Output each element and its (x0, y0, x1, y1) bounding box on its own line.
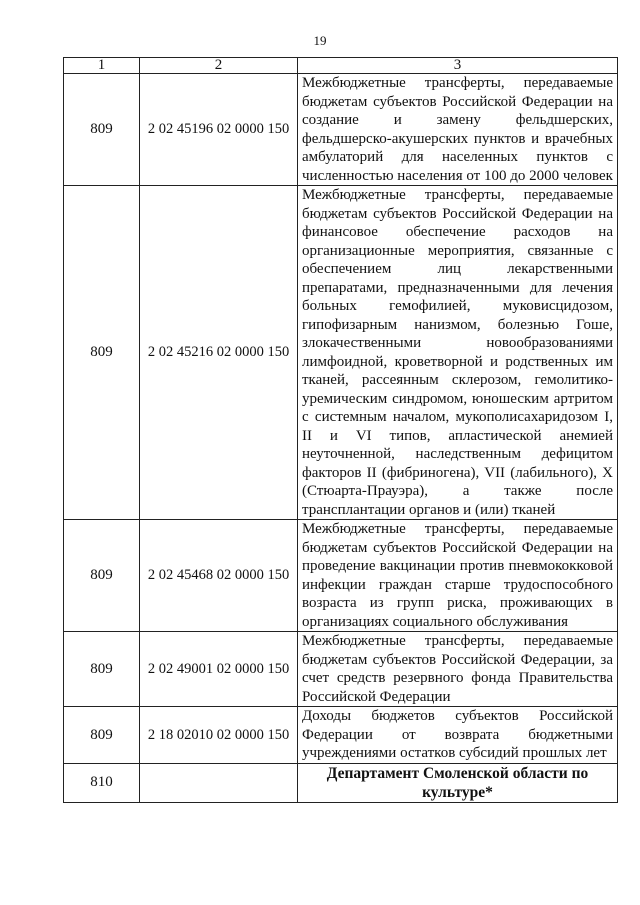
department-row (64, 763, 618, 802)
department-kbk-cell (140, 763, 298, 802)
column-header-1: 1 (64, 58, 140, 74)
column-header-2: 2 (140, 58, 298, 74)
kbk-code-cell: 2 02 45196 02 0000 150 (140, 74, 298, 186)
revenue-classification-table (63, 57, 618, 803)
table-row (64, 632, 618, 707)
table-row (64, 186, 618, 520)
kbk-code-cell: 2 02 45216 02 0000 150 (140, 186, 298, 520)
admin-code-cell: 809 (64, 74, 140, 186)
column-header-3: 3 (298, 58, 618, 74)
description-cell: Межбюджетные трансферты, передаваемые бюджетам субъектов Российской Федерации на проведение вакцинации против пневмококковой инфекции граждан старше трудоспособного возраста из групп риска, проживающих в организациях социального обслуживания (298, 520, 618, 632)
description-cell: Доходы бюджетов субъектов Российской Федерации от возврата бюджетными учреждениями остатков субсидий прошлых лет (298, 707, 618, 764)
description-cell: Межбюджетные трансферты, передаваемые бюджетам субъектов Российской Федерации на финансовое обеспечение расходов на организационные мероприятия, связанные с обеспечением лиц лекарственными препаратами, предназначенными для лечения больных гемофилией, муковисцидозом, гипофизарным нанизмом, болезнью Гоше, злокачественными новообразованиями лимфоидной, кроветворной и родственных им тканей, рассеянным склерозом, гемолитико-уремическим синдромом, юношеским артритом с системным началом, мукополисахаридозом I, II и VI типов, апластической анемией неуточненной, наследственным дефицитом факторов II (фибриногена), VII (лабильного), X (Стюарта-Прауэра), а также после трансплантации органов и (или) тканей (298, 186, 618, 520)
table-header-row (64, 58, 618, 74)
table-row (64, 74, 618, 186)
description-cell: Межбюджетные трансферты, передаваемые бюджетам субъектов Российской Федерации на создание и замену фельдшерских, фельдшерско-акушерских пунктов и врачебных амбулаторий для населенных пунктов с численностью населения от 100 до 2000 человек (298, 74, 618, 186)
admin-code-cell: 809 (64, 186, 140, 520)
admin-code-cell: 809 (64, 632, 140, 707)
page-number: 19 (313, 33, 327, 48)
kbk-code-cell: 2 02 45468 02 0000 150 (140, 520, 298, 632)
table-row (64, 707, 618, 764)
kbk-code-cell: 2 18 02010 02 0000 150 (140, 707, 298, 764)
department-title: Департамент Смоленской области по культуре* (298, 763, 618, 802)
kbk-code-cell: 2 02 49001 02 0000 150 (140, 632, 298, 707)
admin-code-cell: 809 (64, 707, 140, 764)
admin-code-cell: 809 (64, 520, 140, 632)
description-cell: Межбюджетные трансферты, передаваемые бюджетам субъектов Российской Федерации, за счет средств резервного фонда Правительства Российской Федерации (298, 632, 618, 707)
table-row (64, 520, 618, 632)
department-admin-code-cell: 810 (64, 763, 140, 802)
